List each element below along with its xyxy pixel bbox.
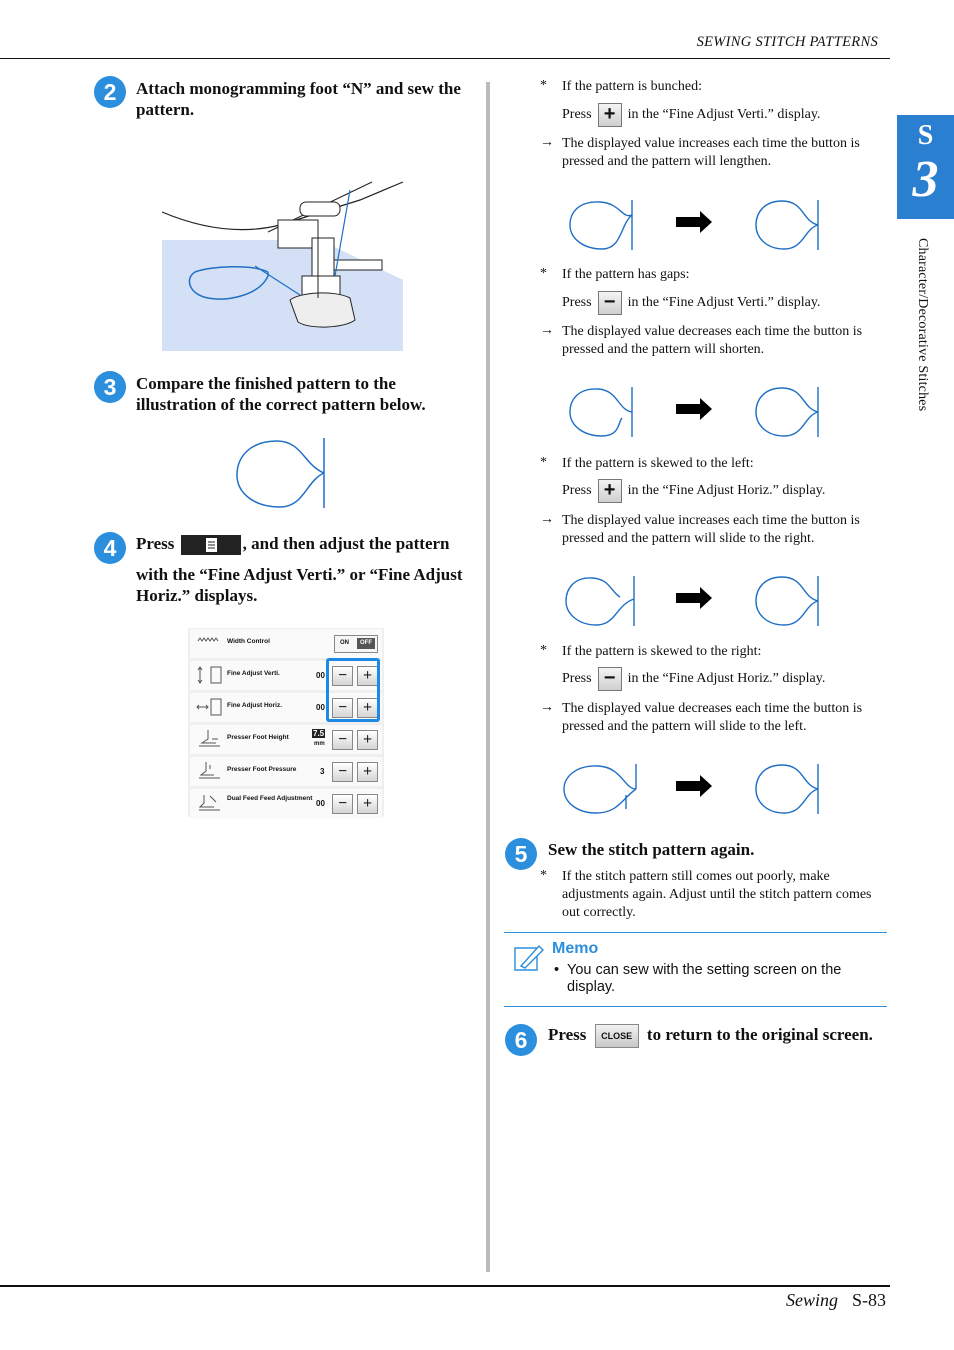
step-5-note: If the stitch pattern still comes out poorly, make adjustments again. Adjust until the stitch pattern comes out correctly. xyxy=(562,869,872,920)
step-3-text: Compare the finished pattern to the illustration of the correct pattern below. xyxy=(136,374,426,414)
case-1-condition: If the pattern is bunched: xyxy=(562,79,702,94)
fine-adjust-horiz-label: Fine Adjust Horiz. xyxy=(227,702,283,709)
footer-rule xyxy=(0,1285,890,1287)
fine-adjust-verti-label: Fine Adjust Verti. xyxy=(227,670,280,677)
height-plus-button[interactable]: + xyxy=(357,730,378,750)
step-4-line1 xyxy=(136,533,476,555)
step-6-line xyxy=(548,1024,893,1048)
horiz-plus-button[interactable]: + xyxy=(357,698,378,718)
dual-feed-value: 00 xyxy=(316,799,325,808)
plus-icon: + xyxy=(603,479,616,501)
case-4-star: * xyxy=(540,643,547,658)
case-4-display: in the “Fine Adjust Horiz.” display. xyxy=(627,671,826,687)
pressure-plus-button[interactable]: + xyxy=(357,762,378,782)
header-rule xyxy=(0,58,890,59)
case-2-press-line xyxy=(562,291,820,315)
width-control-icon xyxy=(196,633,222,653)
step-2-number: 2 xyxy=(94,76,126,108)
case-2-arrow: → xyxy=(540,323,554,338)
case-1-display: in the “Fine Adjust Verti.” display. xyxy=(627,107,821,123)
width-control-row xyxy=(190,629,382,658)
dualfeed-plus-button[interactable]: + xyxy=(357,794,378,814)
presser-foot-pressure-label: Presser Foot Pressure xyxy=(227,766,297,773)
fine-adjust-horiz-minus-button[interactable] xyxy=(598,667,622,691)
height-minus-button[interactable]: − xyxy=(332,730,353,750)
memo-text: You can sew with the setting screen on the display. xyxy=(567,962,842,995)
skewed-right-comparison xyxy=(560,759,830,819)
horizontal-arrow-icon xyxy=(196,697,222,717)
case-3-result: The displayed value increases each time the button is pressed and the pattern will slide to the right. xyxy=(562,513,860,546)
case-2-star: * xyxy=(540,266,547,281)
presser-foot-pressure-icon xyxy=(196,761,222,781)
vertical-arrow-icon xyxy=(196,665,222,685)
step-5-star: * xyxy=(540,868,547,883)
width-control-toggle[interactable] xyxy=(334,635,378,653)
step-3-number: 3 xyxy=(94,371,126,403)
close-button[interactable]: CLOSE xyxy=(595,1024,639,1048)
pressure-minus-button[interactable]: − xyxy=(332,762,353,782)
chapter-tab xyxy=(897,115,954,219)
step-6-text: to return to the original screen. xyxy=(646,1025,873,1044)
right-arrow-icon xyxy=(676,398,712,420)
correct-pattern-illustration xyxy=(232,435,332,511)
column-divider xyxy=(486,82,490,1272)
verti-plus-button[interactable]: + xyxy=(357,666,378,686)
case-3-star: * xyxy=(540,455,547,470)
right-arrow-icon xyxy=(676,775,712,797)
case-4-result: The displayed value decreases each time the button is pressed and the pattern will slide to the left. xyxy=(562,701,863,734)
case-3-arrow: → xyxy=(540,512,554,527)
chapter-side-title: Character/Decorative Stitches xyxy=(915,238,930,412)
case-4-press-line xyxy=(562,667,825,691)
chapter-letter: S xyxy=(917,120,934,151)
plus-icon: + xyxy=(603,103,616,125)
right-arrow-icon xyxy=(676,587,712,609)
step-6-press: Press xyxy=(548,1025,587,1044)
minus-icon: − xyxy=(603,291,616,313)
page-number: S-83 xyxy=(851,1290,886,1310)
width-control-label: Width Control xyxy=(227,638,270,645)
case-1-press: Press xyxy=(562,107,592,123)
case-2-display: in the “Fine Adjust Verti.” display. xyxy=(627,295,821,311)
step-4-press: Press xyxy=(136,534,175,553)
case-4-press: Press xyxy=(562,671,592,687)
presser-foot-pressure-row xyxy=(190,757,382,786)
settings-page-icon xyxy=(181,535,241,555)
case-3-condition: If the pattern is skewed to the left: xyxy=(562,456,754,471)
toggle-on-label: ON xyxy=(340,640,349,646)
skewed-left-comparison xyxy=(560,571,830,631)
case-1-result: The displayed value increases each time the button is pressed and the pattern will lengthen. xyxy=(562,136,860,169)
fine-adjust-verti-value: 00 xyxy=(316,671,325,680)
fine-adjust-minus-button[interactable] xyxy=(598,291,622,315)
minus-icon: − xyxy=(603,667,616,689)
step-4-text-a: , and then adjust the pattern xyxy=(242,534,450,553)
chapter-number: 3 xyxy=(912,151,939,208)
step-2-text: Attach monogramming foot “N” and sew the pattern. xyxy=(136,79,461,119)
presser-foot-pressure-value: 3 xyxy=(320,767,325,776)
step-4-line2: with the “Fine Adjust Verti.” or “Fine Adjust Horiz.” displays. xyxy=(136,565,463,605)
case-4-condition: If the pattern is skewed to the right: xyxy=(562,644,762,659)
presser-foot-height-value: 7.5 xyxy=(313,729,325,738)
fine-adjust-plus-button[interactable] xyxy=(598,103,622,127)
horiz-minus-button[interactable]: − xyxy=(332,698,353,718)
step-6-number: 6 xyxy=(505,1024,537,1056)
dual-feed-row xyxy=(190,789,382,818)
step-5-number: 5 xyxy=(505,838,537,870)
verti-minus-button[interactable]: − xyxy=(332,666,353,686)
case-3-press: Press xyxy=(562,483,592,499)
memo-bullet: • xyxy=(554,962,560,978)
presser-foot-height-row xyxy=(190,725,382,754)
right-arrow-icon xyxy=(676,211,712,233)
case-2-result: The displayed value decreases each time the button is pressed and the pattern will shorten. xyxy=(562,324,863,357)
settings-panel xyxy=(188,628,384,817)
fine-adjust-horiz-plus-button[interactable] xyxy=(598,479,622,503)
toggle-off-label: OFF xyxy=(357,638,375,649)
dual-feed-icon xyxy=(196,793,222,813)
presser-foot-height-label: Presser Foot Height xyxy=(227,734,289,741)
case-1-arrow: → xyxy=(540,135,554,150)
fine-adjust-highlight xyxy=(326,658,380,722)
case-4-arrow: → xyxy=(540,700,554,715)
page-footer xyxy=(786,1290,886,1311)
dual-feed-label: Dual Feed Feed Adjustment xyxy=(227,795,313,802)
fine-adjust-horiz-value: 00 xyxy=(316,703,325,712)
dualfeed-minus-button[interactable]: − xyxy=(332,794,353,814)
case-2-press: Press xyxy=(562,295,592,311)
memo-box xyxy=(504,932,887,1007)
running-header: SEWING STITCH PATTERNS xyxy=(696,34,878,50)
case-3-press-line xyxy=(562,479,825,503)
case-1-press-line xyxy=(562,103,820,127)
presser-foot-height-unit: mm xyxy=(314,741,325,747)
case-2-condition: If the pattern has gaps: xyxy=(562,267,690,282)
step-4-number: 4 xyxy=(94,532,126,564)
presser-foot-height-icon xyxy=(196,729,222,749)
memo-pen-icon xyxy=(513,944,545,972)
case-3-display: in the “Fine Adjust Horiz.” display. xyxy=(627,483,826,499)
bunched-comparison xyxy=(560,195,830,255)
settings-button[interactable] xyxy=(181,535,241,555)
sewing-foot-illustration xyxy=(160,180,405,352)
case-1-star: * xyxy=(540,78,547,93)
memo-title: Memo xyxy=(552,940,599,957)
gaps-comparison xyxy=(560,382,830,442)
step-5-text: Sew the stitch pattern again. xyxy=(548,840,755,859)
footer-chapter: Sewing xyxy=(785,1290,838,1310)
